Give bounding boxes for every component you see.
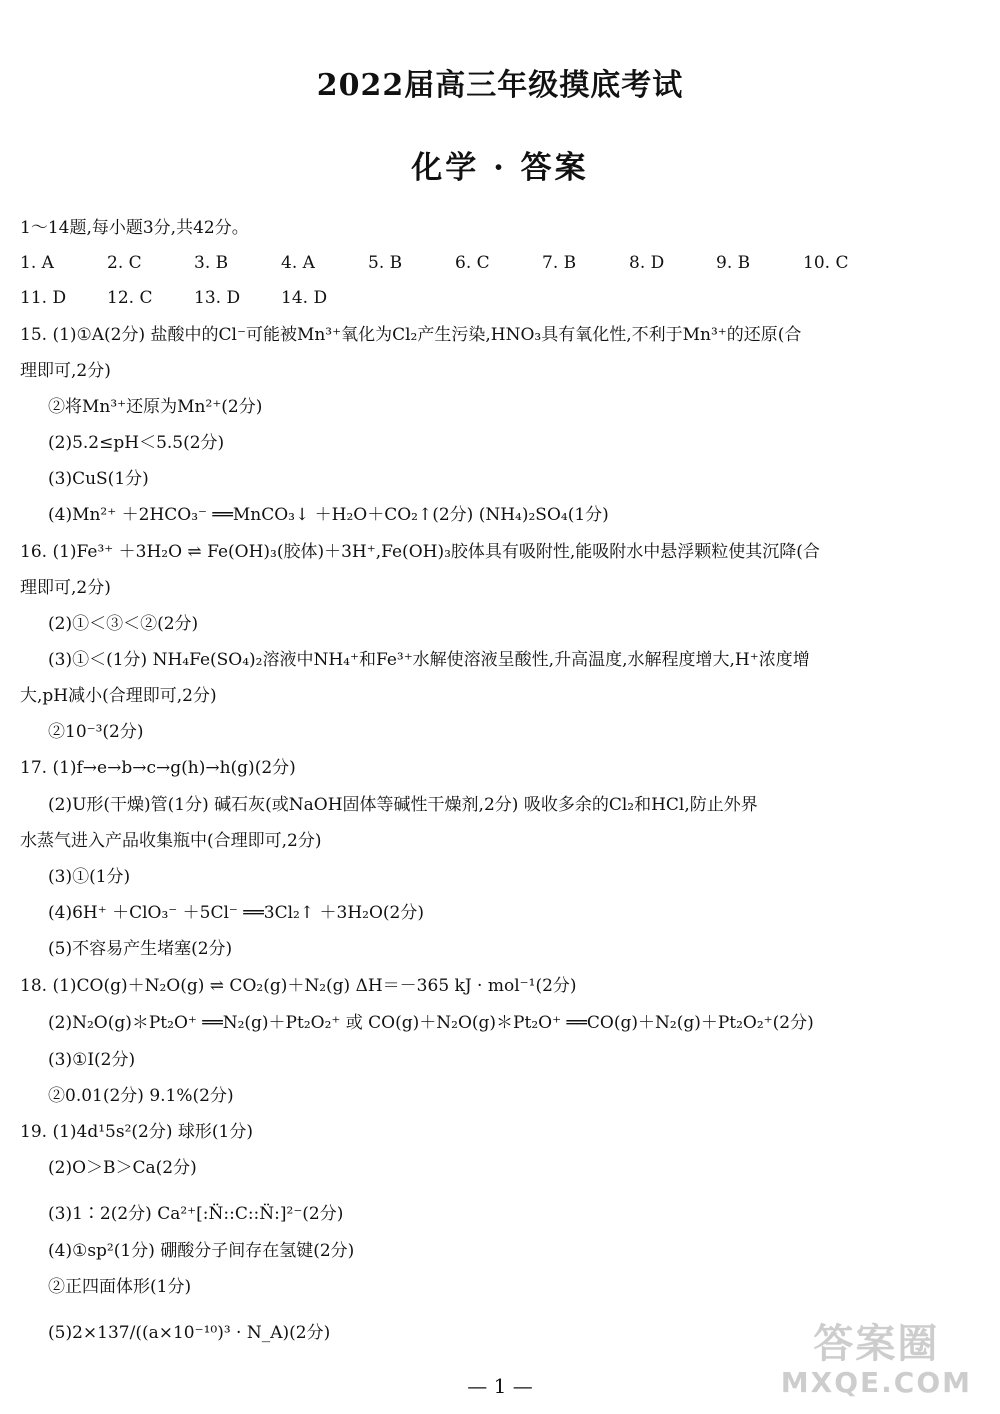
answer-line-19-3: (3)1∶2(2分) Ca²⁺[:N̈::C::N̈:]²⁻(2分) (48, 1204, 344, 1224)
mc-answer-14: 14. D (281, 288, 328, 308)
mc-answer-4: 4. A (281, 253, 315, 273)
answer-line-16-1: 16. (1)Fe³⁺ ＋3H₂O ⇌ Fe(OH)₃(胶体)＋3H⁺,Fe(OH)₃胶体具有吸附性,能吸附水中悬浮颗粒使其沉降(合 (20, 542, 820, 562)
mc-answer-7: 7. B (542, 253, 577, 273)
answer-line-17-2-cont: 水蒸气进入产品收集瓶中(合理即可,2分) (20, 831, 322, 851)
page-number: — 1 — (467, 1374, 533, 1398)
answer-line-15-4: (4)Mn²⁺ ＋2HCO₃⁻ ══MnCO₃↓ ＋H₂O＋CO₂↑(2分) (NH₄)₂SO₄(1分) (48, 505, 609, 525)
answer-line-15-2: (2)5.2≤pH＜5.5(2分) (48, 433, 225, 453)
mc-answer-1: 1. A (20, 253, 54, 273)
answer-line-17-2: (2)U形(干燥)管(1分) 碱石灰(或NaOH固体等碱性干燥剂,2分) 吸收多余的Cl₂和HCl,防止外界 (48, 795, 758, 815)
document-title: 2022届高三年级摸底考试 (316, 68, 684, 103)
answer-line-17-5: (5)不容易产生堵塞(2分) (48, 939, 233, 959)
answer-line-16-1-cont: 理即可,2分) (20, 578, 111, 598)
watermark-logo: 答案圈 (813, 1321, 940, 1367)
mc-answer-2: 2. C (107, 253, 142, 273)
answer-line-17-1: 17. (1)f→e→b→c→g(h)→h(g)(2分) (20, 758, 296, 778)
answer-line-19-5: (5)2×137/((a×10⁻¹⁰)³ · N_A)(2分) (48, 1323, 331, 1343)
answer-line-16-2: (2)①＜③＜②(2分) (48, 614, 199, 634)
answer-line-18-3: (3)①Ⅰ(2分) (48, 1050, 136, 1070)
answer-line-18-3-2: ②0.01(2分) 9.1%(2分) (48, 1086, 234, 1106)
answer-line-16-3: (3)①＜(1分) NH₄Fe(SO₄)₂溶液中NH₄⁺和Fe³⁺水解使溶液呈酸性,升高温度,水解程度增大,H⁺浓度增 (48, 650, 810, 670)
answer-line-17-4: (4)6H⁺ ＋ClO₃⁻ ＋5Cl⁻ ══3Cl₂↑ ＋3H₂O(2分) (48, 903, 424, 923)
answer-line-19-4: (4)①sp²(1分) 硼酸分子间存在氢键(2分) (48, 1241, 355, 1261)
mc-answer-8: 8. D (629, 253, 665, 273)
answer-line-19-4-2: ②正四面体形(1分) (48, 1277, 192, 1297)
mc-answer-12: 12. C (107, 288, 153, 308)
mc-answer-6: 6. C (455, 253, 490, 273)
answer-line-15-3: (3)CuS(1分) (48, 469, 149, 489)
mc-answer-11: 11. D (20, 288, 67, 308)
mc-answer-3: 3. B (194, 253, 229, 273)
answer-line-15-1: 15. (1)①A(2分) 盐酸中的Cl⁻可能被Mn³⁺氧化为Cl₂产生污染,HNO₃具有氧化性,不利于Mn³⁺的还原(合 (20, 325, 802, 345)
answer-line-18-1: 18. (1)CO(g)＋N₂O(g) ⇌ CO₂(g)＋N₂(g) ΔH＝－365 kJ · mol⁻¹(2分) (20, 976, 577, 996)
document-subtitle: 化学 · 答案 (411, 150, 589, 186)
watermark (781, 1320, 972, 1398)
mc-answer-13: 13. D (194, 288, 241, 308)
answer-line-16-3-cont: 大,pH减小(合理即可,2分) (20, 686, 217, 706)
answer-line-18-2: (2)N₂O(g)＊Pt₂O⁺ ══N₂(g)＋Pt₂O₂⁺ 或 CO(g)＋N₂O(g)＊Pt₂O⁺ ══CO(g)＋N₂(g)＋Pt₂O₂⁺(2分) (48, 1013, 814, 1033)
watermark-site: MXQE.COM (780, 1366, 972, 1399)
answer-line-19-1: 19. (1)4d¹5s²(2分) 球形(1分) (20, 1122, 253, 1142)
answer-line-15-1-cont: 理即可,2分) (20, 361, 111, 381)
answer-line-15-1-2: ②将Mn³⁺还原为Mn²⁺(2分) (48, 397, 263, 417)
answer-line-19-2: (2)O＞B＞Ca(2分) (48, 1158, 197, 1178)
scoring-intro: 1～14题,每小题3分,共42分。 (20, 218, 249, 238)
mc-answer-9: 9. B (716, 253, 751, 273)
answer-line-17-3: (3)①(1分) (48, 867, 131, 887)
answer-line-16-3-2: ②10⁻³(2分) (48, 722, 144, 742)
mc-answer-5: 5. B (368, 253, 403, 273)
mc-answer-10: 10. C (803, 253, 849, 273)
